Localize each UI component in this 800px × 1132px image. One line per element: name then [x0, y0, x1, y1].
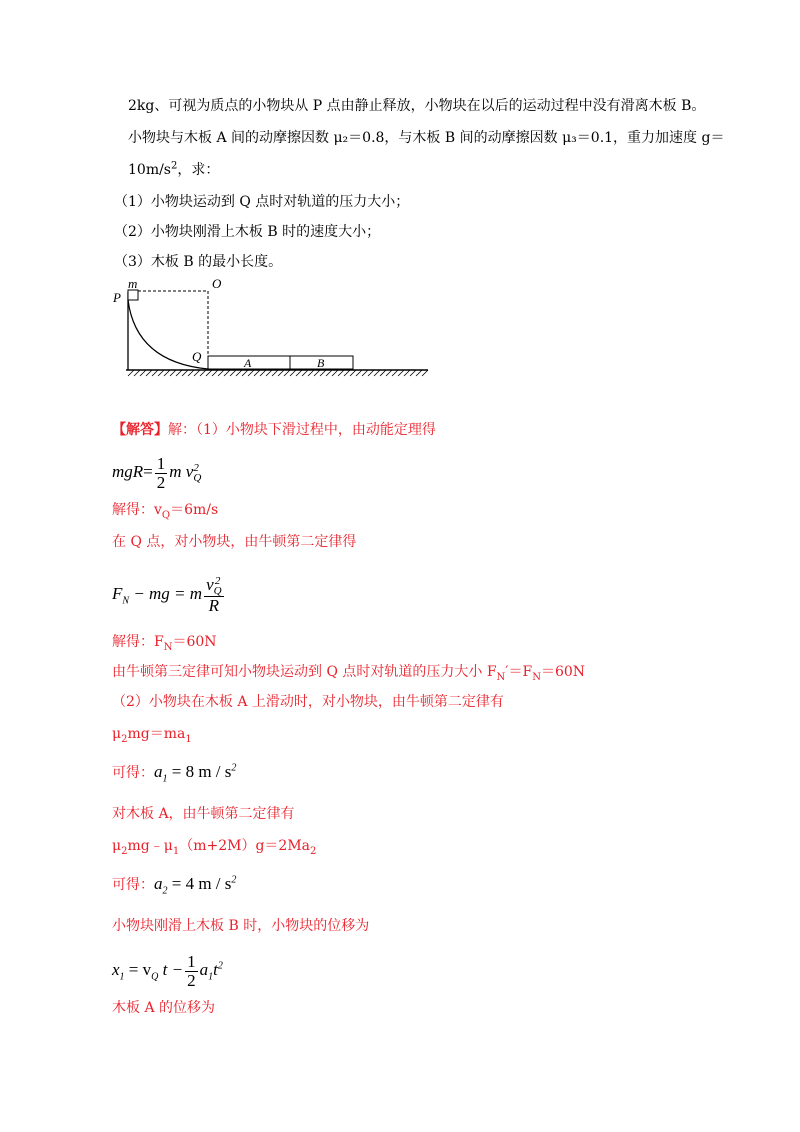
- ground-hatch: [182, 370, 188, 376]
- result-FN: 解得：$F_N=60N$: [112, 634, 217, 653]
- ground-hatch: [410, 370, 416, 376]
- ground-hatch: [260, 370, 266, 376]
- ground-hatch: [146, 370, 152, 376]
- question-3: （3）木板 B 的最小长度。: [114, 254, 283, 270]
- text-displacement-block: 小物块刚滑上木板 B 时，小物块的位移为: [112, 918, 370, 934]
- question-1: （1）小物块运动到 Q 点时对轨道的压力大小；: [114, 194, 410, 210]
- ground: [126, 370, 428, 376]
- ground-hatch: [236, 370, 242, 376]
- text-displacement-board-A: 木板 A 的位移为: [112, 1000, 216, 1016]
- ground-hatch: [398, 370, 404, 376]
- ground-hatch: [206, 370, 212, 376]
- part-2-intro: （2）小物块在木板 A 上滑动时，对小物块，由牛顿第二定律有: [112, 694, 504, 710]
- ground-hatch: [386, 370, 392, 376]
- ground-hatch: [308, 370, 314, 376]
- ground-hatch: [140, 370, 146, 376]
- ground-hatch: [284, 370, 290, 376]
- problem-line-3: $10m/s^2$，求：: [128, 160, 220, 178]
- ground-hatch: [356, 370, 362, 376]
- ground-hatch: [164, 370, 170, 376]
- ground-hatch: [422, 370, 428, 376]
- block-m: [128, 290, 138, 300]
- ground-hatch: [296, 370, 302, 376]
- ground-hatch: [200, 370, 206, 376]
- ground-hatch: [272, 370, 278, 376]
- ground-hatch: [188, 370, 194, 376]
- ground-hatch: [416, 370, 422, 376]
- equation-energy: mgR= $\frac{1}{2}$ m v 2 Q: [112, 453, 202, 492]
- result-a1: 可得：$a_1 = 8$ m / $s^2$: [112, 762, 237, 785]
- ground-hatch: [320, 370, 326, 376]
- ground-hatch: [152, 370, 158, 376]
- ground-hatch: [278, 370, 284, 376]
- ground-hatch: [230, 370, 236, 376]
- label-Q: Q: [192, 349, 202, 364]
- label-B: B: [317, 356, 325, 370]
- solution-intro: 【解答】解：（1）小物块下滑过程中，由动能定理得: [112, 422, 436, 438]
- label-A: A: [244, 356, 252, 370]
- ground-hatch: [218, 370, 224, 376]
- ground-hatch: [266, 370, 272, 376]
- ground-hatch: [212, 370, 218, 376]
- equation-block-A: $\mu_2mg=ma_1$: [112, 726, 192, 745]
- solution-heading: 【解答】: [112, 422, 168, 438]
- track-diagram: [110, 276, 440, 396]
- ground-hatch: [290, 370, 296, 376]
- ground-hatch: [158, 370, 164, 376]
- ground-hatch: [194, 370, 200, 376]
- label-O: O: [212, 276, 222, 291]
- ground-hatch: [404, 370, 410, 376]
- ground-hatch: [254, 370, 260, 376]
- ground-hatch: [338, 370, 344, 376]
- problem-line-2: 小物块与木板 A 间的动摩擦因数 μ₂＝0.8，与木板 B 间的动摩擦因数 μ₃＝0.1，重力加速度 g＝: [128, 130, 725, 146]
- result-a2: 可得：$a_2 = 4$ m / $s^2$: [112, 874, 237, 897]
- ground-hatch: [362, 370, 368, 376]
- ground-hatch: [248, 370, 254, 376]
- ground-hatch: [326, 370, 332, 376]
- ground-hatch: [350, 370, 356, 376]
- label-m: m: [128, 276, 138, 291]
- ground-hatch: [374, 370, 380, 376]
- ground-hatch: [368, 370, 374, 376]
- equation-board-A: $\mu_2mg﹣\mu_1(m+2M)g=2Ma_2$: [112, 838, 317, 857]
- ground-hatch: [392, 370, 398, 376]
- ground-hatch: [302, 370, 308, 376]
- text-third-law: 由牛顿第三定律可知小物块运动到 Q 点时对轨道的压力大小 $F_N'=F_N=60N$: [112, 664, 586, 683]
- ground-hatch: [314, 370, 320, 376]
- ground-hatch: [344, 370, 350, 376]
- ground-hatch: [128, 370, 134, 376]
- ground-hatch: [380, 370, 386, 376]
- equation-x1: $x_1 = v_Q$ t − $\frac{1}{2}$ $a_1t^2$: [112, 951, 223, 990]
- ground-hatch: [134, 370, 140, 376]
- equation-newton-Q: $F_N$ − mg = m v 2 Q R: [112, 574, 222, 615]
- text-point-Q: 在 Q 点，对小物块，由牛顿第二定律得: [112, 534, 357, 550]
- ground-hatch: [332, 370, 338, 376]
- ground-hatch: [224, 370, 230, 376]
- label-P: P: [113, 290, 121, 305]
- result-vQ: 解得：$v_Q=6m/s$: [112, 502, 219, 521]
- text-board-A: 对木板 A，由牛顿第二定律有: [112, 806, 295, 822]
- ground-hatch: [176, 370, 182, 376]
- problem-line-1: 2kg、可视为质点的小物块从 P 点由静止释放，小物块在以后的运动过程中没有滑离木板 B。: [128, 98, 706, 114]
- ground-hatch: [242, 370, 248, 376]
- question-2: （2）小物块刚滑上木板 B 时的速度大小；: [114, 224, 381, 240]
- ground-hatch: [170, 370, 176, 376]
